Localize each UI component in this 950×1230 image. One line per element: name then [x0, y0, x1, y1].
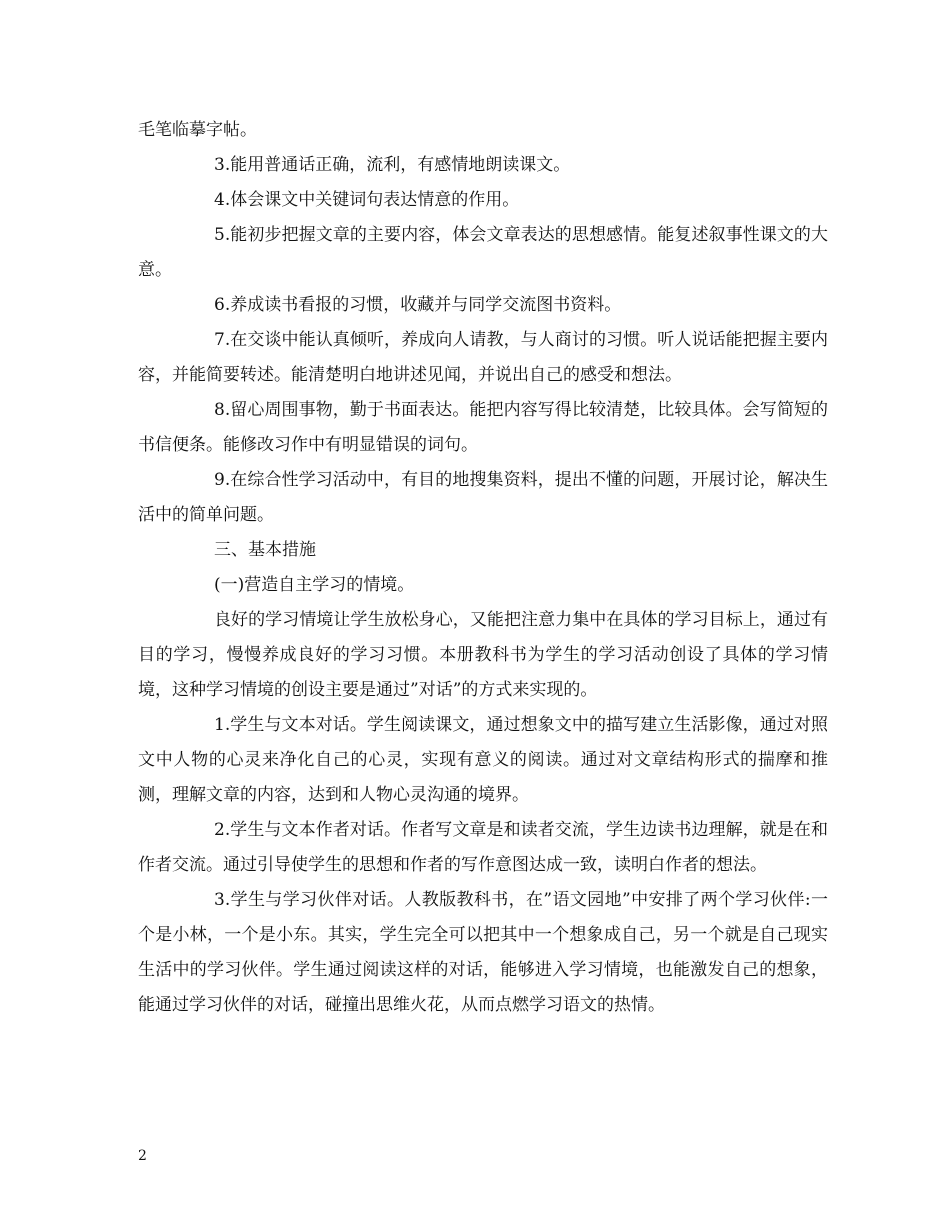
paragraph: 2.学生与文本作者对话。作者写文章是和读者交流，学生边读书边理解，就是在和作者交流。通过引导使学生的思想和作者的写作意图达成一致，读明白作者的想法。 [138, 820, 828, 875]
paragraph: 3.能用普通话正确，流利，有感情地朗读课文。 [214, 155, 571, 175]
paragraph: 4.体会课文中关键词句表达情意的作用。 [214, 190, 520, 210]
subsection-heading: (一)营造自主学习的情境。 [214, 575, 415, 595]
paragraph: 3.学生与学习伙伴对话。人教版教科书，在”语文园地”中安排了两个学习伙伴:一个是小林，一个是小东。其实，学生完全可以把其中一个想象成自己，另一个就是自己现实生活中的学习伙伴。学生通过阅读这样的对话，能够进入学习情境，也能激发自己的想象，能通过学习伙伴的对话，碰撞出思维火花，从而点燃学习语文的热情。 [138, 890, 828, 1015]
page-number: 2 [138, 1148, 147, 1164]
paragraph: 1.学生与文本对话。学生阅读课文，通过想象文中的描写建立生活影像，通过对照文中人物的心灵来净化自己的心灵，实现有意义的阅读。通过对文章结构形式的揣摩和推测，理解文章的内容，达到和人物心灵沟通的境界。 [138, 715, 828, 805]
section-heading: 三、基本措施 [214, 540, 316, 560]
paragraph: 良好的学习情境让学生放松身心，又能把注意力集中在具体的学习目标上，通过有目的学习，慢慢养成良好的学习习惯。本册教科书为学生的学习活动创设了具体的学习情境，这种学习情境的创设主要是通过”对话”的方式来实现的。 [138, 610, 828, 700]
paragraph: 毛笔临摹字帖。 [138, 120, 257, 140]
paragraph: 6.养成读书看报的习惯，收藏并与同学交流图书资料。 [214, 295, 622, 315]
paragraph: 7.在交谈中能认真倾听，养成向人请教，与人商讨的习惯。听人说话能把握主要内容，并能简要转述。能清楚明白地讲述见闻，并说出自己的感受和想法。 [138, 330, 828, 385]
paragraph: 9.在综合性学习活动中，有目的地搜集资料，提出不懂的问题，开展讨论，解决生活中的简单问题。 [138, 470, 828, 525]
paragraph: 5.能初步把握文章的主要内容，体会文章表达的思想感情。能复述叙事性课文的大意。 [138, 225, 828, 280]
document-body [138, 113, 828, 1023]
paragraph: 8.留心周围事物，勤于书面表达。能把内容写得比较清楚，比较具体。会写简短的书信便条。能修改习作中有明显错误的词句。 [138, 400, 828, 455]
